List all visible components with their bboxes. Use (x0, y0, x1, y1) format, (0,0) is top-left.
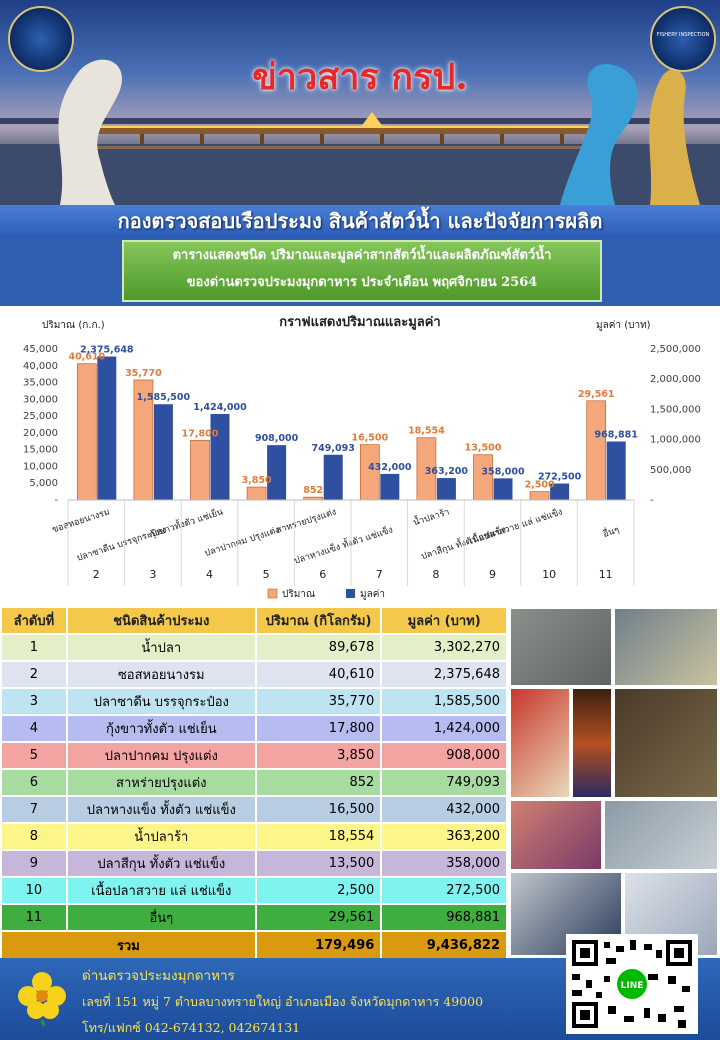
row-name: สาหร่ายปรุงแต่ง (67, 769, 256, 796)
y-left-tick: 35,000 (23, 377, 58, 389)
row-qty: 2,500 (256, 877, 382, 904)
row-value: 908,000 (381, 742, 507, 769)
row-value: 432,000 (381, 796, 507, 823)
row-value: 2,375,648 (381, 661, 507, 688)
subtitle-line-2: ของด่านตรวจประมงมุกดาหาร ประจำเดือน พฤศจิกายน 2564 (186, 275, 538, 290)
data-label-value: 272,500 (537, 471, 582, 483)
data-label-value: 432,000 (368, 461, 412, 473)
bar-quantity (247, 487, 266, 500)
row-qty: 35,770 (256, 688, 382, 715)
chart-title: กราฟแสดงปริมาณและมูลค่า (279, 315, 441, 330)
data-label-quantity: 3,850 (241, 475, 272, 487)
total-label: รวม (1, 931, 256, 959)
row-name: ปลาหางแข็ง ทั้งตัว แช่แข็ง (67, 796, 256, 823)
photo-sauce-bottle (572, 688, 612, 798)
data-label-quantity: 40,610 (68, 351, 106, 363)
table-row (1, 823, 507, 850)
row-qty: 18,554 (256, 823, 382, 850)
row-no: 3 (1, 688, 67, 715)
data-label-value: 749,093 (311, 442, 355, 454)
table-row (1, 877, 507, 904)
row-no: 5 (1, 742, 67, 769)
row-name: อื่นๆ (67, 904, 256, 931)
row-qty: 40,610 (256, 661, 382, 688)
footer-office: ด่านตรวจประมงมุกดาหาร (82, 968, 235, 984)
chart-bars (68, 345, 637, 500)
qr-code-pattern (568, 936, 696, 1032)
table-row (1, 742, 507, 769)
photo-collage (508, 606, 720, 958)
footer-phone: โทร/แฟกซ์ 042-674132, 042674131 (82, 1020, 301, 1035)
row-value: 1,424,000 (381, 715, 507, 742)
data-label-quantity: 18,554 (408, 425, 445, 437)
y-right-tick: 1,000,000 (650, 434, 701, 446)
legend-label-quantity: ปริมาณ (282, 589, 316, 600)
y-left-tick: 20,000 (23, 427, 58, 439)
data-label-quantity: 13,500 (464, 442, 502, 454)
bar-quantity (191, 440, 210, 500)
photo-fish (614, 608, 718, 686)
row-value: 358,000 (381, 850, 507, 877)
y-right-tick: 2,500,000 (650, 344, 701, 355)
y-right-tick: 1,500,000 (650, 404, 701, 416)
header-qty: ปริมาณ (กิโลกรัม) (256, 607, 382, 634)
row-no: 4 (1, 715, 67, 742)
bar-value (211, 414, 230, 500)
y-left-tick: - (54, 495, 58, 506)
subtitle-box (122, 240, 602, 302)
data-label-quantity: 17,800 (181, 428, 219, 440)
y-left-tick: 30,000 (23, 394, 58, 406)
qr-code[interactable] (566, 934, 698, 1034)
photo-packages (510, 800, 602, 870)
data-label-value: 968,881 (594, 429, 638, 441)
y-axis-right-ticks (650, 344, 701, 506)
row-no: 10 (1, 877, 67, 904)
category-labels (51, 500, 634, 586)
row-name: กุ้งขาวทั้งตัว แช่เย็น (67, 715, 256, 742)
category-number: 5 (262, 568, 270, 581)
footer-address: เลขที่ 151 หมู่ 7 ตำบลบางทรายใหญ่ อำเภอเมือง จังหวัดมุกดาหาร 49000 (82, 994, 484, 1009)
photo-boxes (510, 688, 570, 798)
table-row (1, 715, 507, 742)
table-row (1, 661, 507, 688)
subtitle-line-1: ตารางแสดงชนิด ปริมาณและมูลค่าสากสัตว์น้ำและผลิตภัณฑ์สัตว์น้ำ (172, 248, 552, 263)
bridge-lights (80, 126, 600, 128)
hero-banner (0, 0, 720, 205)
logo-right-text: FISHERY INSPECTION (656, 32, 710, 38)
legend-swatch-quantity (268, 589, 277, 598)
header-no: ลำดับที่ (1, 607, 67, 634)
bar-quantity (587, 401, 606, 500)
category-name: ปลาซาดีน บรรจุกระป๋อง (75, 525, 168, 564)
table-row (1, 796, 507, 823)
category-number: 11 (598, 568, 613, 581)
row-qty: 17,800 (256, 715, 382, 742)
y-axis-left-label: ปริมาณ (ก.ก.) (42, 320, 105, 331)
bar-value (380, 474, 399, 500)
row-name: เนื้อปลาสวาย แล่ แช่แข็ง (67, 877, 256, 904)
data-label-quantity: 2,500 (524, 479, 555, 491)
category-number: 7 (375, 568, 383, 581)
category-number: 3 (149, 568, 157, 581)
y-left-tick: 5,000 (29, 478, 58, 490)
table-total-row (1, 931, 507, 959)
row-value: 749,093 (381, 769, 507, 796)
row-no: 2 (1, 661, 67, 688)
row-value: 272,500 (381, 877, 507, 904)
table-row (1, 688, 507, 715)
y-right-tick: 2,000,000 (650, 374, 701, 386)
y-axis-left-ticks (23, 344, 58, 506)
row-qty: 13,500 (256, 850, 382, 877)
bar-value (324, 455, 343, 500)
category-name: ปลาปากคม ปรุงแต่ง (203, 525, 282, 560)
category-number: 2 (92, 568, 100, 581)
y-left-tick: 25,000 (23, 411, 58, 423)
category-name: อื่นๆ (601, 525, 621, 540)
category-name: ขอสหอยนางรม (51, 507, 112, 536)
row-value: 3,302,270 (381, 634, 507, 661)
row-value: 968,881 (381, 904, 507, 931)
bar-value (437, 478, 456, 500)
row-name: น้ำปลา (67, 634, 256, 661)
row-qty: 16,500 (256, 796, 382, 823)
row-no: 8 (1, 823, 67, 850)
row-value: 1,585,500 (381, 688, 507, 715)
photo-crates (510, 608, 612, 686)
row-name: ปลาซาดีน บรรจุกระป๋อง (67, 688, 256, 715)
y-right-tick: 500,000 (650, 464, 692, 476)
yellow-flower-icon (10, 962, 74, 1026)
bar-value (494, 478, 513, 500)
total-value: 9,436,822 (381, 931, 507, 959)
data-label-value: 1,585,500 (136, 392, 191, 404)
bar-value (154, 404, 173, 500)
row-no: 1 (1, 634, 67, 661)
data-label-value: 908,000 (254, 433, 299, 445)
bar-value (97, 357, 116, 500)
table-row (1, 850, 507, 877)
bar-value (607, 441, 626, 500)
category-number: 10 (542, 568, 557, 581)
header-name: ชนิดสินค้าประมง (67, 607, 256, 634)
y-left-tick: 15,000 (23, 444, 58, 456)
row-qty: 89,678 (256, 634, 382, 661)
row-name: ซอสหอยนางรม (67, 661, 256, 688)
photo-frozen-fish (604, 800, 718, 870)
row-qty: 852 (256, 769, 382, 796)
row-value: 363,200 (381, 823, 507, 850)
bridge-deck (80, 128, 600, 134)
data-label-quantity: 852 (303, 485, 324, 497)
category-number: 6 (319, 568, 327, 581)
bar-quantity (530, 492, 549, 500)
line-logo-text: LINE (620, 981, 644, 991)
row-no: 6 (1, 769, 67, 796)
category-number: 8 (432, 568, 440, 581)
bar-value (267, 445, 286, 500)
chart-panel (0, 306, 720, 606)
y-left-tick: 10,000 (23, 461, 58, 473)
table-row (1, 634, 507, 661)
row-no: 11 (1, 904, 67, 931)
data-label-value: 2,375,648 (80, 344, 134, 356)
category-number: 4 (206, 568, 213, 581)
data-label-quantity: 29,561 (577, 388, 615, 400)
category-name: กุ้งขาวทั้งตัว แช่เย็น (148, 507, 225, 541)
bridge-pillars (140, 134, 564, 144)
category-number: 9 (489, 568, 496, 581)
bar-chart (0, 306, 720, 606)
legend-label-value: มูลค่า (360, 589, 386, 600)
category-name: ปลาสีกุน ทั้งตัว แช่แข็ง (420, 525, 508, 563)
row-no: 9 (1, 850, 67, 877)
table-row (1, 769, 507, 796)
y-right-tick: - (650, 495, 654, 506)
data-label-value: 358,000 (481, 466, 525, 478)
table-row (1, 904, 507, 931)
page-title: ข่าวสาร กรป. (252, 56, 468, 98)
row-qty: 29,561 (256, 904, 382, 931)
category-name: น้ำปลาร้า (412, 507, 451, 529)
row-name: น้ำปลาร้า (67, 823, 256, 850)
data-label-value: 1,424,000 (193, 401, 247, 413)
category-name: สาหร่ายปรุงแต่ง (274, 507, 338, 537)
header-value: มูลค่า (บาท) (381, 607, 507, 634)
legend-swatch-value (346, 589, 355, 598)
water-reflection (80, 146, 600, 149)
table-body (1, 634, 507, 931)
division-banner: กองตรวจสอบเรือประมง สินค้าสัตว์น้ำ และปัจจัยการผลิต (0, 205, 720, 238)
data-table (0, 606, 508, 960)
data-label-quantity: 16,500 (351, 432, 389, 444)
category-name: เนื้อปลาสวาย แล่ แช่แข็ง (468, 507, 565, 547)
y-left-tick: 40,000 (23, 360, 58, 372)
row-qty: 3,850 (256, 742, 382, 769)
data-table-panel (0, 606, 508, 958)
row-name: ปลาสีกุน ทั้งตัว แช่แข็ง (67, 850, 256, 877)
photo-crabs (614, 688, 718, 798)
row-name: ปลาปากคม ปรุงแต่ง (67, 742, 256, 769)
bar-quantity (77, 364, 96, 500)
y-left-tick: 45,000 (23, 344, 58, 355)
data-label-value: 363,200 (424, 466, 469, 478)
table-header-row (1, 607, 507, 634)
data-label-quantity: 35,770 (125, 367, 162, 379)
category-name: ปลาหางแข็ง ทั้งตัว แช่แข็ง (292, 525, 395, 567)
y-axis-right-label: มูลค่า (บาท) (596, 320, 651, 331)
row-no: 7 (1, 796, 67, 823)
total-qty: 179,496 (256, 931, 382, 959)
